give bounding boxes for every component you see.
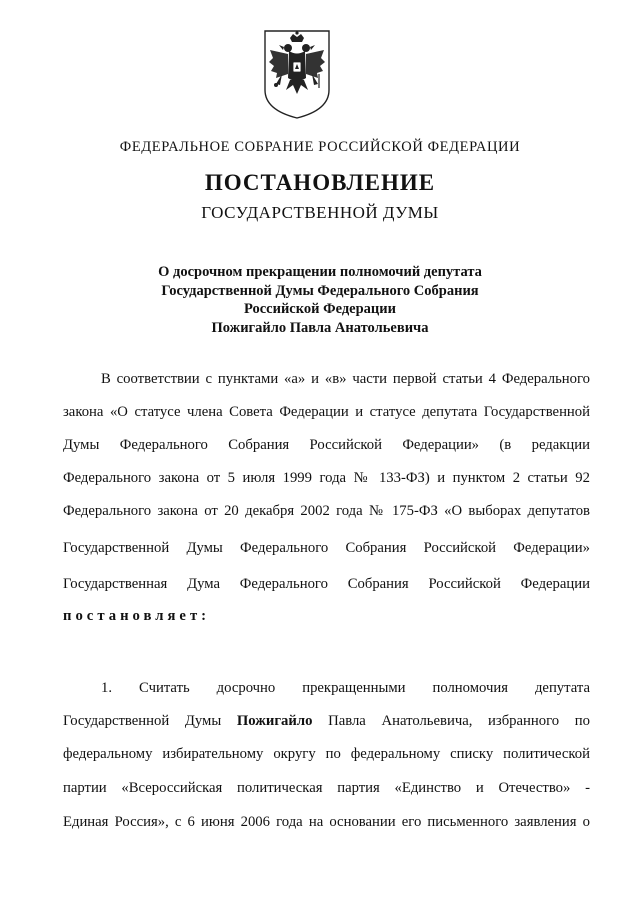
document-subject	[0, 263, 640, 337]
preamble-line: Федерального закона от 20 декабря 2002 года № 175-ФЗ «О выборах депутатов	[63, 503, 590, 519]
preamble-line: Государственная Дума Федерального Собрания Российской Федерации	[63, 576, 590, 592]
document-issuer: ГОСУДАРСТВЕННОЙ ДУМЫ	[201, 203, 439, 222]
preamble-line: Думы Федерального Собрания Российской Федерации» (в редакции	[63, 437, 590, 453]
emblem	[262, 28, 332, 120]
item-1-line: федеральному избирательному округу по федеральному списку политической	[63, 746, 590, 762]
subject-line: О досрочном прекращении полномочий депутата	[158, 264, 482, 280]
preamble-line: Федерального закона от 5 июля 1999 года № 133-ФЗ) и пунктом 2 статьи 92	[63, 470, 590, 486]
russian-coat-of-arms-icon	[262, 28, 332, 120]
resolves-word: постановляет:	[63, 608, 211, 624]
item-1-line	[63, 711, 590, 731]
item-1-text: Государственной Думы	[63, 713, 237, 729]
subject-line: Российской Федерации	[243, 301, 396, 317]
document-type: ПОСТАНОВЛЕНИЕ	[204, 170, 436, 195]
preamble-line: В соответствии с пунктами «а» и «в» части первой статьи 4 Федерального	[101, 371, 590, 387]
item-1-line: Единая Россия», с 6 июня 2006 года на основании его письменного заявления о	[63, 814, 590, 830]
preamble-line: закона «О статусе члена Совета Федерации и статусе депутата Государственной	[63, 404, 590, 420]
preamble-line: Государственной Думы Федерального Собрания Российской Федерации»	[63, 540, 590, 556]
item-1-line: партии «Всероссийская политическая партия «Единство и Отечество» -	[63, 780, 590, 796]
organization-title: ФЕДЕРАЛЬНОЕ СОБРАНИЕ РОССИЙСКОЙ ФЕДЕРАЦИИ	[119, 139, 521, 155]
subject-deputy-name: Пожигайло Павла Анатольевича	[211, 319, 429, 336]
item-1-text: Павла Анатольевича, избранного по	[312, 713, 590, 729]
subject-line: Государственной Думы Федерального Собрания	[161, 282, 479, 299]
deputy-surname: Пожигайло	[236, 713, 313, 729]
item-1-line: 1. Считать досрочно прекращенными полномочия депутата	[101, 680, 590, 696]
